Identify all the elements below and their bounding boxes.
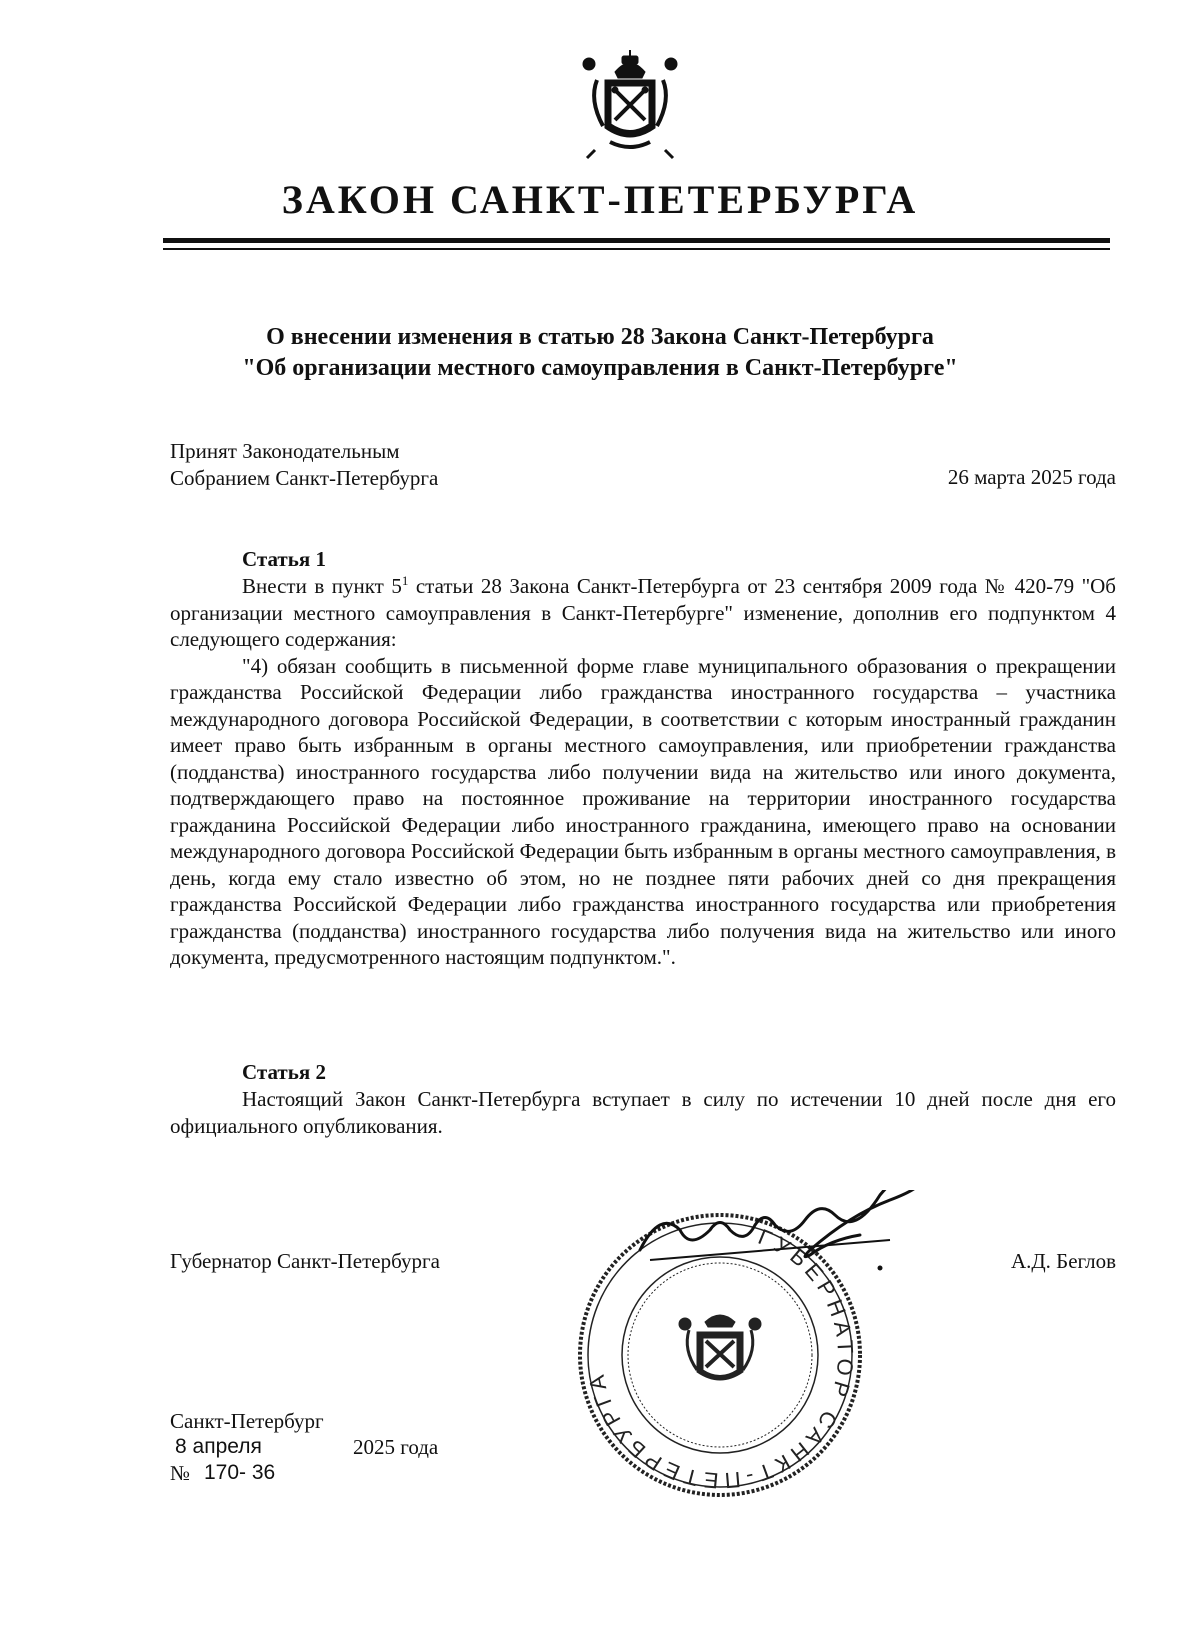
subtitle-line-1: О внесении изменения в статью 28 Закона Санкт-Петербурга (266, 324, 934, 350)
adoption-body (170, 438, 438, 491)
signing-place: Санкт-Петербург (170, 1409, 324, 1433)
governor-signature (630, 1190, 980, 1290)
article-1-intro-b: статьи 28 Закона Санкт-Петербурга от 23 сентября 2009 года № 420-79 "Об организации местного самоуправления в Санкт-Петербурге" изменение, дополнив его подпунктом 4 следующего содержания: (170, 574, 1116, 651)
law-subtitle (0, 322, 1200, 384)
seal-emblem-icon (679, 1315, 761, 1380)
article-1-intro-a: Внести в пункт 5 (242, 574, 402, 598)
article-1-body (170, 573, 1116, 971)
subtitle-line-2: "Об организации местного самоуправления в Санкт-Петербурге" (242, 355, 958, 381)
article-1-intro (170, 573, 1116, 653)
adoption-line-2: Собранием Санкт-Петербурга (170, 465, 439, 490)
seal-ring-text: ГУБЕРНАТОР САНКТ-ПЕТЕРБУРГА (582, 1223, 859, 1494)
article-1-intro-sup: 1 (401, 573, 409, 588)
signing-date: 8 апреля (175, 1435, 262, 1458)
law-number: 170- 36 (204, 1461, 276, 1484)
article-1-quote: "4) обязан сообщить в письменной форме главе муниципального образования о прекращении гражданства Российской Федерации либо гражданства иностранного государства – участника международного договора Российской Федерации, в соответствии с которым иностранный гражданин имеет право быть избранным в органы местного самоуправления, или приобретении гражданства (подданства) иностранного государства либо получении вида на жительство или иного документа, подтверждающего право на постоянное проживание на территории иностранного государства гражданина Российской Федерации либо иностранного гражданина, имеющего право на основании международного договора Российской Федерации быть избранным в органы местного самоуправления, в день, когда ему стало известно об этом, но не позднее пяти рабочих дней со дня прекращения гражданства Российской Федерации либо гражданства иностранного государства или приобретения гражданства (подданства) иностранного государства либо получения вида на жительство или иного документа, предусмотренного настоящим подпунктом.". (170, 653, 1116, 969)
article-1-heading: Статья 1 (242, 547, 326, 571)
article-2-body (170, 1086, 1116, 1139)
header-rule-thick (163, 238, 1110, 243)
law-title: ЗАКОН САНКТ-ПЕТЕРБУРГА (281, 177, 919, 222)
governor-title: Губернатор Санкт-Петербурга (170, 1249, 440, 1273)
law-number-label: № (170, 1461, 191, 1485)
governor-name: А.Д. Беглов (1010, 1249, 1116, 1273)
adoption-date: 26 марта 2025 года (947, 465, 1116, 489)
signing-year: 2025 года (353, 1435, 439, 1459)
adoption-line-1: Принят Законодательным (170, 439, 400, 463)
article-2-text: Настоящий Закон Санкт-Петербурга вступает в силу по истечении 10 дней после дня его официального опубликования. (170, 1087, 1116, 1138)
header-rule-thin (163, 248, 1110, 250)
coat-of-arms-emblem (575, 50, 685, 170)
article-2-heading: Статья 2 (242, 1060, 326, 1084)
